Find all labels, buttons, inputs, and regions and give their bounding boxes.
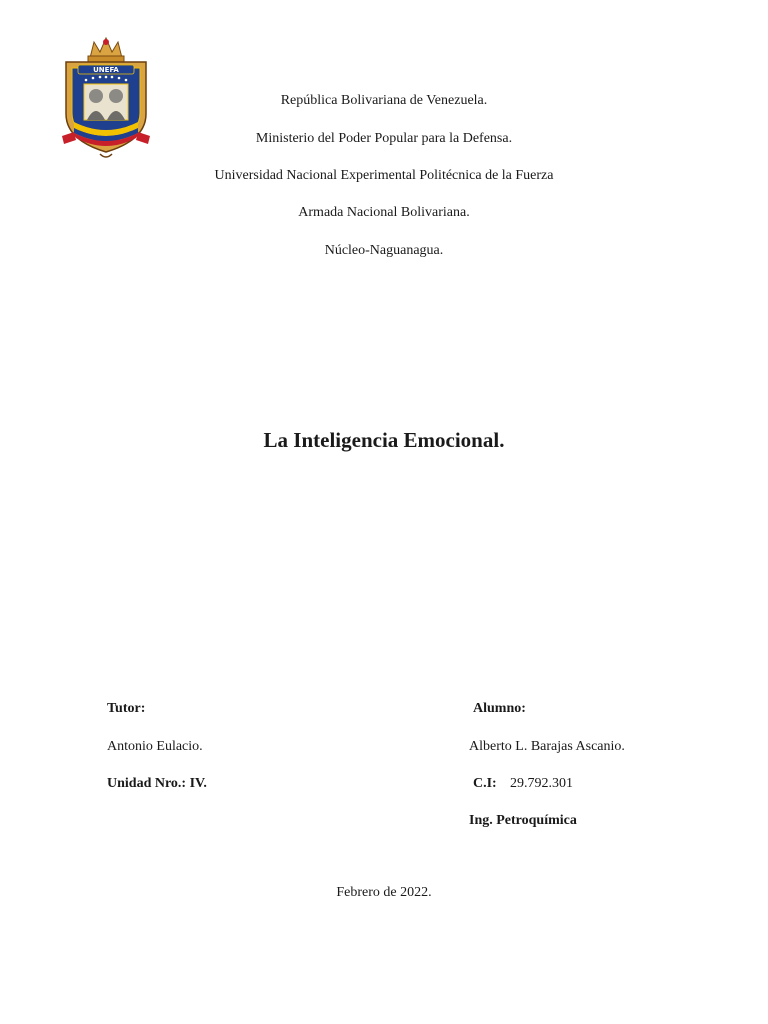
crest-text: UNEFA	[93, 66, 119, 74]
header-line-armada: Armada Nacional Bolivariana.	[298, 205, 470, 220]
document-date: Febrero de 2022.	[336, 885, 432, 900]
header-line-university: Universidad Nacional Experimental Politécnica de la Fuerza	[214, 168, 554, 183]
ci-label: C.I:	[473, 776, 497, 791]
student-name: Alberto L. Barajas Ascanio.	[469, 739, 625, 754]
tutor-name: Antonio Eulacio.	[107, 739, 203, 754]
header-line-country: República Bolivariana de Venezuela.	[280, 93, 488, 108]
student-label: Alumno:	[473, 701, 526, 716]
header-line-ministry: Ministerio del Poder Popular para la Defensa.	[255, 131, 513, 146]
header-line-nucleo: Núcleo-Naguanagua.	[324, 243, 444, 258]
tutor-label: Tutor:	[107, 701, 146, 716]
document-title: La Inteligencia Emocional.	[263, 428, 505, 452]
career-label: Ing. Petroquímica	[469, 813, 577, 828]
ci-value: 29.792.301	[510, 776, 573, 791]
unit-label: Unidad Nro.: IV.	[107, 776, 207, 791]
